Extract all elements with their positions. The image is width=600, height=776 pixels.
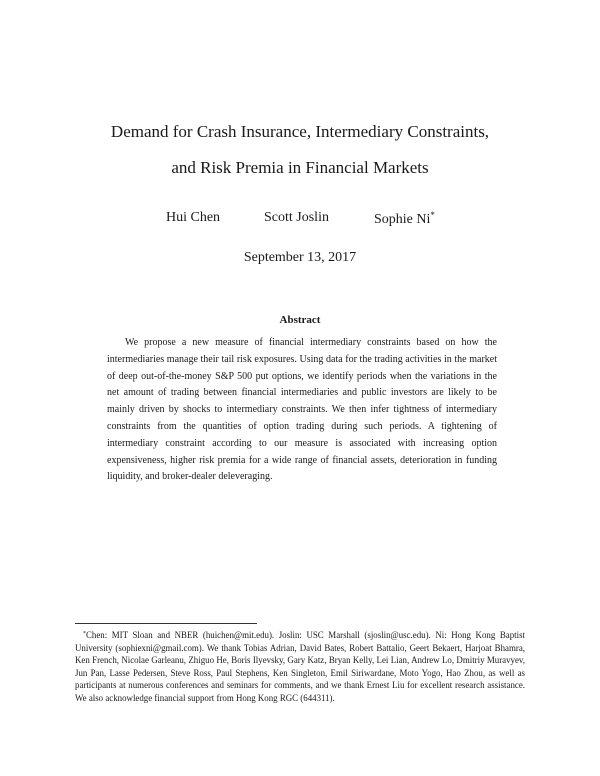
author-name-text: Hui Chen — [166, 210, 221, 225]
abstract-body: We propose a new measure of financial intermediary constraints based on how the intermediaries manage their tail risk exposures. Using data for the trading activities in the market of deep out-of-the-money S&P 500 put options, we identify periods when the variations in the net amount of trading between financial intermediaries and public investors are likely to be mainly driven by shocks to intermediary constraints. We then infer tightness of intermediary constraints from the quantities of option trading during such periods. A tightening of intermediary constraint according to our measure is associated with increasing option expensiveness, higher risk premia for a wide range of financial assets, deterioration in funding liquidity, and broker-dealer deleveraging. — [107, 337, 497, 483]
footnote-text: Chen: MIT Sloan and NBER (huichen@mit.edu). Joslin: USC Marshall (sjoslin@usc.edu). Ni: Hong Kong Baptist University (sophiexni@gmail.com). We thank Tobias Adrian, David Bates, Robert Battalio, Geert Bekaert, Harjoat Bhamra, Ken French, Nicolae Garleanu, Zhiguo He, Boris Ilyevsky, Gary Katz, Bryan Kelly, Lei Lian, Andrew Lo, Dmitriy Muravyev, Jun Pan, Lasse Pedersen, Steve Ross, Paul Stephens, Ken Singleton, Emil Siriwardane, Moto Yogo, Hao Zhou, as well as participants at numerous conferences and seminars for comments, and we thank Ernest Liu for excellent research assistance. We also acknowledge financial support from Hong Kong RGC (644311). — [75, 630, 525, 703]
author-name — [264, 210, 329, 226]
footnote-mark: * — [83, 631, 86, 637]
title-line-2: and Risk Premia in Financial Markets — [171, 158, 429, 177]
footnote-divider — [75, 623, 257, 624]
title-line-1: Demand for Crash Insurance, Intermediary Constraints, — [110, 122, 490, 141]
author-name — [374, 210, 435, 228]
footnote — [75, 628, 525, 705]
author-name-text: Sophie Ni — [374, 212, 431, 227]
paper-title — [60, 114, 540, 186]
author-footnote-mark: * — [430, 210, 435, 220]
author-name-text: Scott Joslin — [264, 210, 329, 225]
author-name — [166, 210, 220, 226]
abstract-heading: Abstract — [279, 314, 321, 326]
paper-date: September 13, 2017 — [243, 250, 357, 265]
